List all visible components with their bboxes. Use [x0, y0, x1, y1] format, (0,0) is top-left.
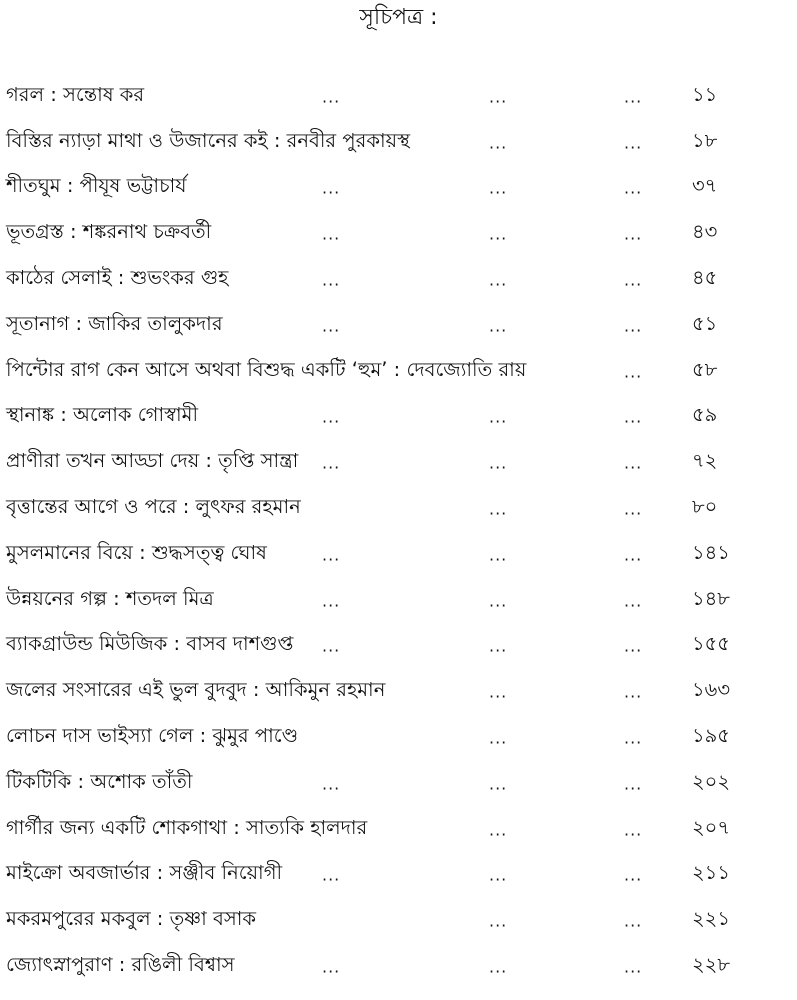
leader-dots: ...	[489, 407, 508, 427]
leader-dots: ...	[624, 362, 643, 382]
leader-dots: ...	[624, 591, 643, 611]
toc-entry	[0, 395, 797, 441]
toc-entry	[0, 853, 797, 899]
toc-page-number: ১৮	[692, 128, 718, 152]
leader-dots: ...	[624, 545, 643, 565]
toc-page-number: ৮০	[692, 495, 718, 519]
leader-dots: ...	[489, 820, 508, 840]
toc-page-number: ৫৯	[692, 403, 718, 427]
toc-entry	[0, 303, 797, 349]
toc-entry	[0, 211, 797, 257]
toc-page-number: ৫৮	[692, 357, 718, 381]
leader-dots: ...	[624, 407, 643, 427]
leader-dots: ...	[624, 224, 643, 244]
leader-dots: ...	[322, 957, 341, 977]
table-of-contents	[0, 74, 797, 990]
toc-entry-title: পিন্টোর রাগ কেন আসে অথবা বিশুদ্ধ একটি ‘হুম’ : দেবজ্যোতি রায়	[6, 357, 527, 381]
toc-entry-title: কাঠের সেলাই : শুভংকর গুহ	[6, 266, 229, 290]
leader-dots: ...	[322, 178, 341, 198]
toc-entry-title: ব্যাকগ্রাউন্ড মিউজিক : বাসব দাশগুপ্ত	[6, 632, 294, 656]
leader-dots: ...	[489, 545, 508, 565]
leader-dots: ...	[489, 957, 508, 977]
leader-dots: ...	[322, 636, 341, 656]
toc-entry-title: সূতানাগ : জাকির তালুকদার	[6, 311, 223, 335]
toc-page-number: ১৬৩	[692, 678, 731, 702]
leader-dots: ...	[624, 682, 643, 702]
leader-dots: ...	[624, 499, 643, 519]
leader-dots: ...	[624, 316, 643, 336]
leader-dots: ...	[322, 407, 341, 427]
toc-entry	[0, 257, 797, 303]
leader-dots: ...	[322, 545, 341, 565]
toc-entry-title: মকরমপুরের মকবুল : তৃষ্ণা বসাক	[6, 907, 257, 931]
toc-entry-title: জলের সংসারের এই ভুল বুদবুদ : আকিমুন রহমান	[6, 678, 386, 702]
toc-entry-title: স্থানাঙ্ক : অলোক গোস্বামী	[6, 403, 199, 427]
toc-page-number: ২১১	[692, 861, 730, 885]
toc-page-number: ২০২	[692, 769, 731, 793]
toc-entry-title: প্রাণীরা তখন আড্ডা দেয় : তৃপ্তি সান্ত্রা	[6, 449, 299, 473]
toc-entry	[0, 624, 797, 670]
toc-entry	[0, 807, 797, 853]
page-title: সূচিপত্র :	[359, 5, 438, 30]
toc-entry	[0, 532, 797, 578]
leader-dots: ...	[624, 270, 643, 290]
toc-entry-title: মাইক্রো অবজার্ভার : সঞ্জীব নিয়োগী	[6, 861, 283, 885]
toc-entry	[0, 761, 797, 807]
toc-entry	[0, 669, 797, 715]
leader-dots: ...	[489, 270, 508, 290]
leader-dots: ...	[489, 499, 508, 519]
leader-dots: ...	[624, 636, 643, 656]
leader-dots: ...	[624, 453, 643, 473]
toc-page-number: ৭২	[692, 449, 718, 473]
toc-entry-title: ভূতগ্রস্ত : শঙ্করনাথ চক্রবর্তী	[6, 220, 212, 244]
toc-page-number: ১৫৫	[692, 632, 730, 656]
leader-dots: ...	[624, 87, 643, 107]
leader-dots: ...	[489, 636, 508, 656]
leader-dots: ...	[322, 453, 341, 473]
toc-entry	[0, 944, 797, 990]
leader-dots: ...	[624, 957, 643, 977]
toc-entry	[0, 120, 797, 166]
toc-entry-title: গরল : সন্তোষ কর	[6, 82, 145, 106]
leader-dots: ...	[322, 774, 341, 794]
leader-dots: ...	[322, 270, 341, 290]
toc-page-number: ১১	[692, 82, 718, 106]
leader-dots: ...	[322, 87, 341, 107]
leader-dots: ...	[489, 774, 508, 794]
leader-dots: ...	[489, 591, 508, 611]
toc-page-number: ৩৭	[692, 174, 718, 198]
toc-page-number: ২২১	[692, 907, 731, 931]
leader-dots: ...	[489, 224, 508, 244]
toc-page-number: ১৪১	[692, 540, 730, 564]
leader-dots: ...	[624, 728, 643, 748]
toc-page-number: ৪৩	[692, 220, 718, 244]
toc-entry	[0, 578, 797, 624]
leader-dots: ...	[624, 911, 643, 931]
toc-entry-title: উন্নয়নের গল্প : শতদল মিত্র	[6, 586, 214, 610]
leader-dots: ...	[489, 133, 508, 153]
toc-entry-title: বিস্তির ন্যাড়া মাথা ও উজানের কই : রনবীর পুরকায়স্থ	[6, 128, 411, 152]
leader-dots: ...	[322, 591, 341, 611]
leader-dots: ...	[322, 224, 341, 244]
leader-dots: ...	[489, 316, 508, 336]
toc-entry	[0, 898, 797, 944]
toc-entry-title: জ্যোৎস্নাপুরাণ : রঙিলী বিশ্বাস	[6, 953, 235, 977]
toc-entry	[0, 715, 797, 761]
toc-entry-title: মুসলমানের বিয়ে : শুদ্ধসত্ত্ব ঘোষ	[6, 540, 267, 564]
leader-dots: ...	[624, 133, 643, 153]
leader-dots: ...	[624, 820, 643, 840]
leader-dots: ...	[489, 178, 508, 198]
toc-entry	[0, 349, 797, 395]
leader-dots: ...	[322, 865, 341, 885]
toc-page-number: ২২৮	[692, 953, 731, 977]
leader-dots: ...	[624, 774, 643, 794]
leader-dots: ...	[489, 911, 508, 931]
toc-entry	[0, 166, 797, 212]
leader-dots: ...	[489, 865, 508, 885]
toc-entry-title: টিকটিকি : অশোক তাঁতী	[6, 769, 193, 793]
toc-page-number: ২০৭	[692, 815, 731, 839]
toc-page-number: ১৪৮	[692, 586, 730, 610]
leader-dots: ...	[489, 87, 508, 107]
toc-entry	[0, 440, 797, 486]
leader-dots: ...	[624, 865, 643, 885]
toc-entry	[0, 74, 797, 120]
toc-entry	[0, 486, 797, 532]
leader-dots: ...	[489, 682, 508, 702]
leader-dots: ...	[322, 316, 341, 336]
leader-dots: ...	[624, 178, 643, 198]
toc-page-number: ৪৫	[692, 266, 718, 290]
leader-dots: ...	[489, 453, 508, 473]
toc-entry-title: শীতঘুম : পীযূষ ভট্টাচার্য	[6, 174, 187, 198]
toc-entry-title: বৃত্তান্তের আগে ও পরে : লুৎফর রহমান	[6, 495, 301, 519]
toc-page-number: ৫১	[692, 311, 718, 335]
toc-page-number: ১৯৫	[692, 724, 730, 748]
toc-entry-title: গার্গীর জন্য একটি শোকগাথা : সাত্যকি হালদার	[6, 815, 368, 839]
leader-dots: ...	[489, 728, 508, 748]
toc-entry-title: লোচন দাস ভাইস্যা গেল : ঝুমুর পাণ্ডে	[6, 724, 299, 748]
